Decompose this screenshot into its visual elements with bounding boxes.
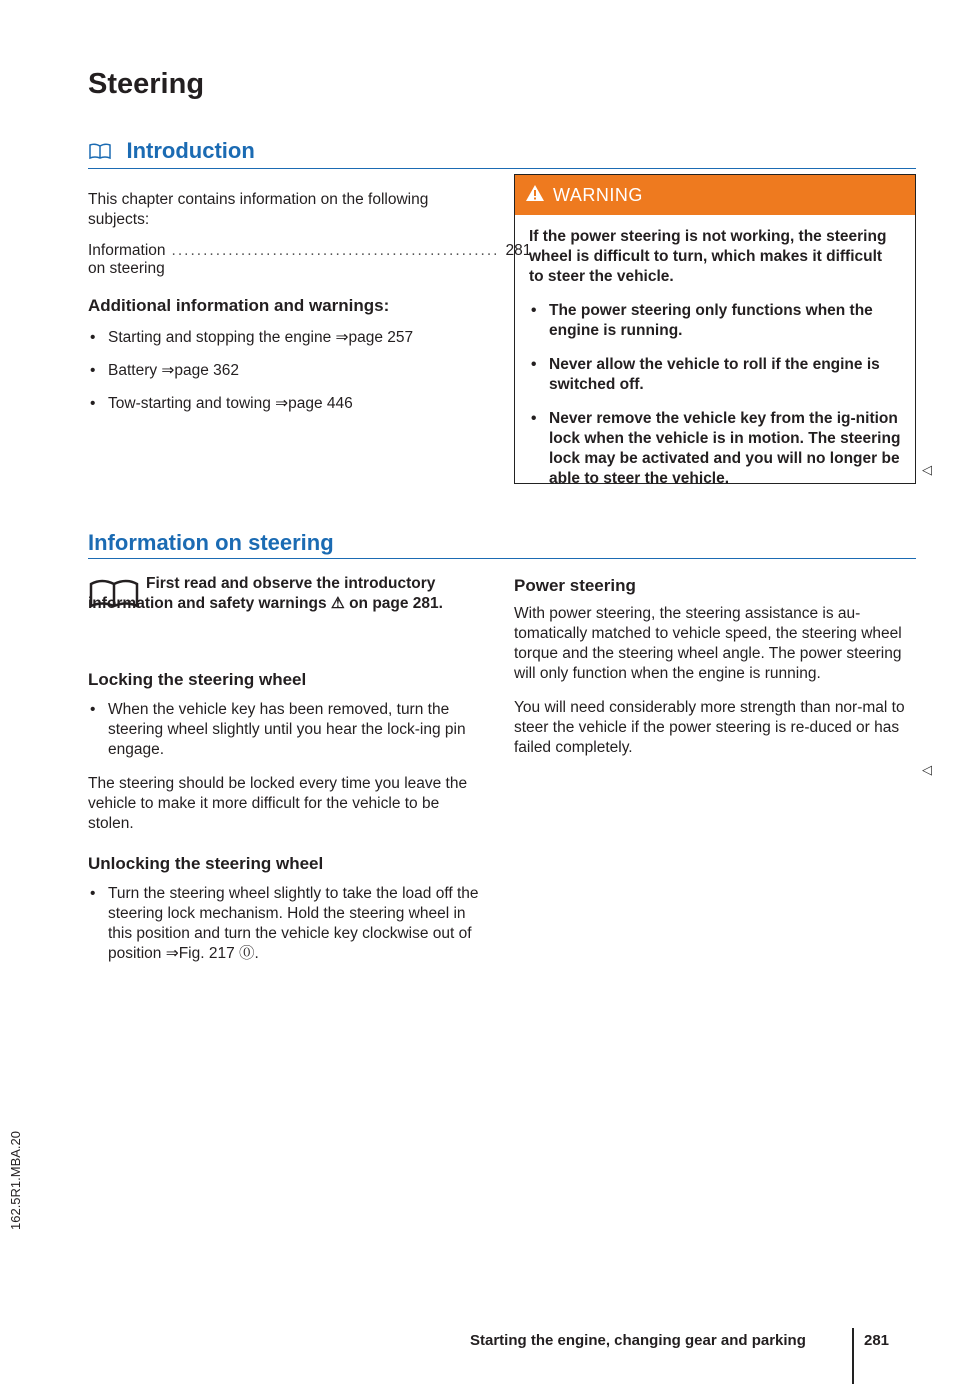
chapter-title: Steering <box>88 68 205 100</box>
power-end-mark: ◁ <box>922 762 932 777</box>
locking-bullet: • When the vehicle key has been removed, turn the steering wheel slightly until you hear the lock-ing pin engage. <box>88 700 483 760</box>
locking-heading: Locking the steering wheel <box>88 670 307 689</box>
intro-lead: This chapter contains information on the following subjects: <box>88 191 429 228</box>
footer-divider <box>852 1328 854 1384</box>
warning-bullet: • The power steering only functions when the engine is running. <box>529 301 901 341</box>
warning-header <box>515 175 915 215</box>
power-para2: You will need considerably more strength than nor-mal to steer the vehicle if the power steering is re-duced or has failed completely. <box>514 699 905 756</box>
warning-body <box>515 215 915 489</box>
unlocking-heading: Unlocking the steering wheel <box>88 854 324 873</box>
toc-dots: .................................................... <box>171 242 500 259</box>
note-block <box>88 574 488 614</box>
additional-bullet[interactable]: • Starting and stopping the engine ⇒page 257 <box>88 328 483 348</box>
unlocking-bullet[interactable]: • Turn the steering wheel slightly to take the load off the steering lock mechanism. Hold the steering wheel in this position and turn the vehicle key clockwise out of position ⇒Fig. 217 ⓪. <box>88 884 483 964</box>
info-rule <box>88 558 916 559</box>
toc-page: 281 <box>505 242 532 259</box>
warning-end-mark: ◁ <box>922 462 932 477</box>
intro-rule <box>88 168 916 169</box>
info-heading: Information on steering <box>88 530 334 555</box>
warning-bullet: • Never remove the vehicle key from the ig-nition lock when the vehicle is in motion. The steering lock may be activated and you will no longer be able to steer the vehicle. <box>529 409 901 489</box>
note-text[interactable]: First read and observe the introductory information and safety warnings ⚠ on page 281. <box>88 575 443 612</box>
toc-label: Information on steering <box>88 242 166 277</box>
warning-label: WARNING <box>553 184 643 205</box>
side-code: 162.5R1.MBA.20 <box>8 1130 23 1230</box>
power-heading: Power steering <box>514 576 636 595</box>
footer-section: Starting the engine, changing gear and parking <box>470 1332 806 1349</box>
warning-bullet: • Never allow the vehicle to roll if the engine is switched off. <box>529 355 901 395</box>
book-icon <box>88 142 112 165</box>
warning-box <box>514 174 916 487</box>
warning-lead: If the power steering is not working, the steering wheel is difficult to turn, which makes it difficult to steer the vehicle. <box>529 228 887 285</box>
intro-column <box>88 190 532 414</box>
additional-bullet[interactable]: • Tow-starting and towing ⇒page 446 <box>88 394 483 414</box>
power-column <box>514 576 914 758</box>
warning-triangle-icon <box>525 184 545 207</box>
intro-heading <box>88 138 255 165</box>
locking-para: The steering should be locked every time you leave the vehicle to make it more difficult for the vehicle to be stolen. <box>88 775 468 832</box>
additional-heading: Additional information and warnings: <box>88 296 390 315</box>
footer-page-number: 281 <box>864 1332 890 1349</box>
book-icon <box>88 576 140 615</box>
locking-column <box>88 670 483 964</box>
intro-heading-text: Introduction <box>126 138 255 163</box>
power-para1: With power steering, the steering assistance is au-tomatically matched to vehicle speed, the steering wheel torque and the steering wheel angle. The power steering will only function when the engine is running. <box>514 605 902 682</box>
additional-bullet[interactable]: • Battery ⇒page 362 <box>88 361 483 381</box>
toc-entry[interactable] <box>88 242 532 278</box>
